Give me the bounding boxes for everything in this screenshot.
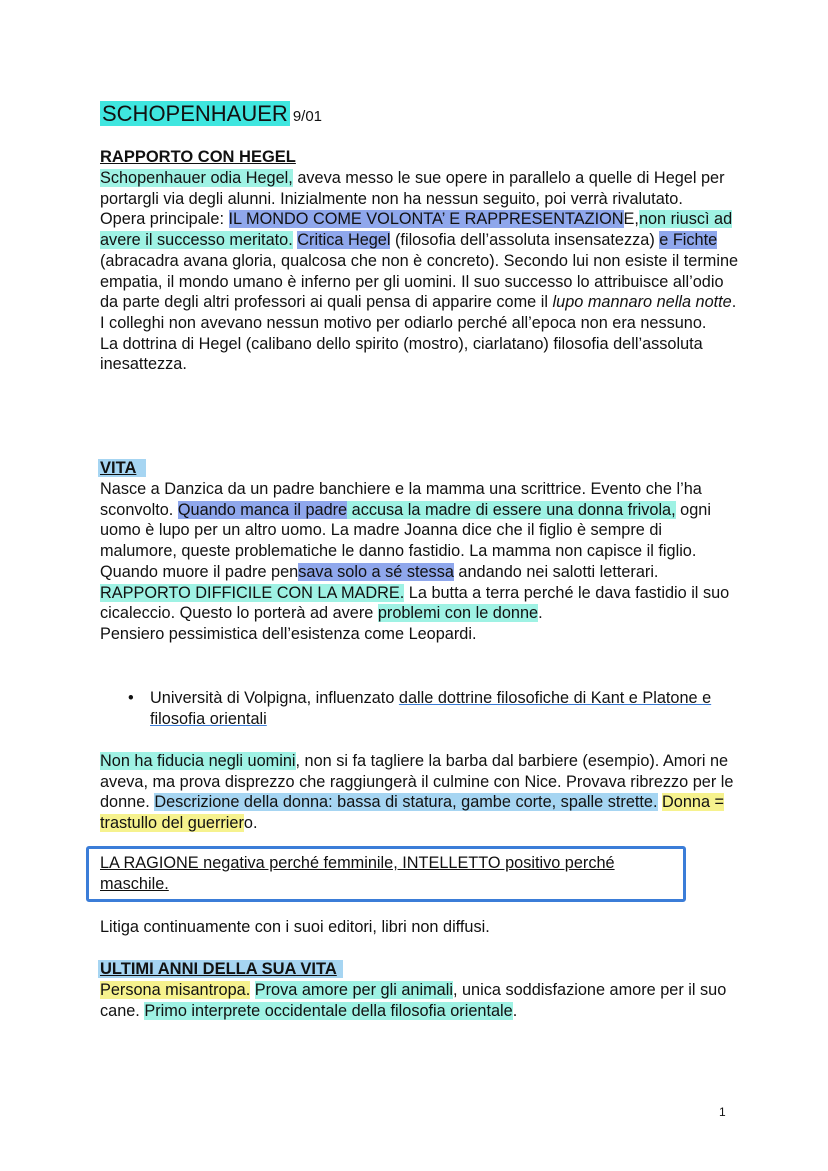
vita-paragraph-2: Quando muore il padre pensava solo a sé stessa andando nei salotti letterari. RAPPORTO DIFFICILE CON LA MADRE. La butta a terra perché le dava fastidio il suo cicaleccio. Questo lo porterà ad avere problemi con le donne. Pensiero pessimistica dell’esistenza come Leopardi. <box>100 562 730 643</box>
hegel-paragraph-2: Opera principale: IL MONDO COME VOLONTA’ E RAPPRESENTAZIONE,non riuscì ad avere il successo meritato. Critica Hegel (filosofia dell’assoluta insensatezza) e Fichte (abracadra avana gloria, qualcosa che non è concreto). Secondo lui non esiste il termine empatia, il mondo umano è inferno per gli uomini. Il suo successo lo attribuisce all’odio da parte degli altri professori ai quali pensa di apparire come il lupo mannaro nella notte. I colleghi non avevano nessun motivo per odiarlo perché all’epoca non era nessuno. <box>100 210 739 332</box>
title-date: 9/01 <box>292 108 323 125</box>
ultimi-paragraph: Persona misantropa. Prova amore per gli animali, unica soddisfazione amore per il suo cane. Primo interprete occidentale della filosofia orientale. <box>100 981 727 1020</box>
highlight-trastullo: Donna = trastullo del guerrier <box>100 793 725 833</box>
bullet-marker: • <box>128 689 134 707</box>
highlight-critica-hegel: Critica Hegel <box>297 231 391 250</box>
vita-paragraph-1: Nasce a Danzica da un padre banchiere e la mamma una scrittrice. Evento che l’ha sconvolto. Quando manca il padre accusa la madre di essere una donna frivola, ogni uomo è lupo per un altro uomo. La madre Joanna dice che il figlio è sempre di malumore, queste problematiche le danno fastidio. La mamma non capisce il figlio. <box>100 480 711 561</box>
hegel-paragraph-3: La dottrina di Hegel (calibano dello spirito (mostro), ciarlatano) filosofia dell’assoluta inesattezza. <box>100 334 703 374</box>
title-text: SCHOPENHAUER <box>102 101 288 126</box>
document-title <box>100 101 322 130</box>
vita-paragraph-4: Litiga continuamente con i suoi editori, libri non diffusi. <box>100 918 490 936</box>
highlight-rapporto-madre: RAPPORTO DIFFICILE CON LA MADRE. <box>100 583 405 602</box>
heading-ultimi-anni: ULTIMI ANNI DELLA SUA VITA <box>100 959 740 980</box>
highlight-descrizione-donna: Descrizione della donna: bassa di statura, gambe corte, spalle strette. <box>154 793 658 812</box>
highlight-odia-hegel: Schopenhauer odia Hegel, <box>100 169 293 187</box>
section-vita <box>100 458 740 645</box>
boxed-note-text: LA RAGIONE negativa perché femminile, INTELLETTO positivo perché maschile. <box>100 854 615 893</box>
section-hegel <box>100 147 740 375</box>
highlight-problemi-donne: problemi con le donne <box>377 604 539 623</box>
highlight-fichte: e Fichte <box>659 231 718 250</box>
page-number: 1 <box>719 1105 726 1119</box>
highlight-fiducia: Non ha fiducia negli uomini <box>100 752 296 770</box>
highlight-se-stessa: sava solo a sé stessa <box>298 562 454 581</box>
heading-vita: VITA <box>100 458 740 479</box>
highlight-donna-frivola: accusa la madre di essere una donna frivola, <box>347 500 676 519</box>
underline-dottrine: dalle dottrine filosofiche di Kant e Platone e filosofia orientali <box>150 689 712 728</box>
section-ultimi-anni <box>100 959 740 1021</box>
hegel-paragraph-1: Schopenhauer odia Hegel, aveva messo le sue opere in parallelo a quelle di Hegel per portargli via degli alunni. Inizialmente non ha nessun seguito, poi verrà rivalutato. <box>100 169 725 208</box>
vita-paragraph-3: Non ha fiducia negli uomini, non si fa tagliere la barba dal barbiere (esempio). Amori ne aveva, ma prova disprezzo che raggiungerà il culmine con Nice. Provava ribrezzo per le donne. Descrizione della donna: bassa di statura, gambe corte, spalle strette. Donna = trastullo del guerriero. <box>100 752 734 833</box>
highlight-manca-padre: Quando manca il padre <box>177 500 348 519</box>
highlight-misantropa: Persona misantropa. <box>100 981 251 999</box>
highlight-interprete: Primo interprete occidentale della filosofia orientale <box>144 1001 513 1020</box>
highlight-opera-principale: IL MONDO COME VOLONTA’ E RAPPRESENTAZION <box>228 210 624 229</box>
heading-hegel: RAPPORTO CON HEGEL <box>100 148 296 166</box>
bullet-item-universita: Università di Volpigna, influenzato dalle dottrine filosofiche di Kant e Platone e filosofia orientali <box>150 689 712 728</box>
highlight-successo: non riuscì ad avere il successo meritato. <box>100 210 733 250</box>
highlight-amore-animali: Prova amore per gli animali <box>254 981 453 999</box>
